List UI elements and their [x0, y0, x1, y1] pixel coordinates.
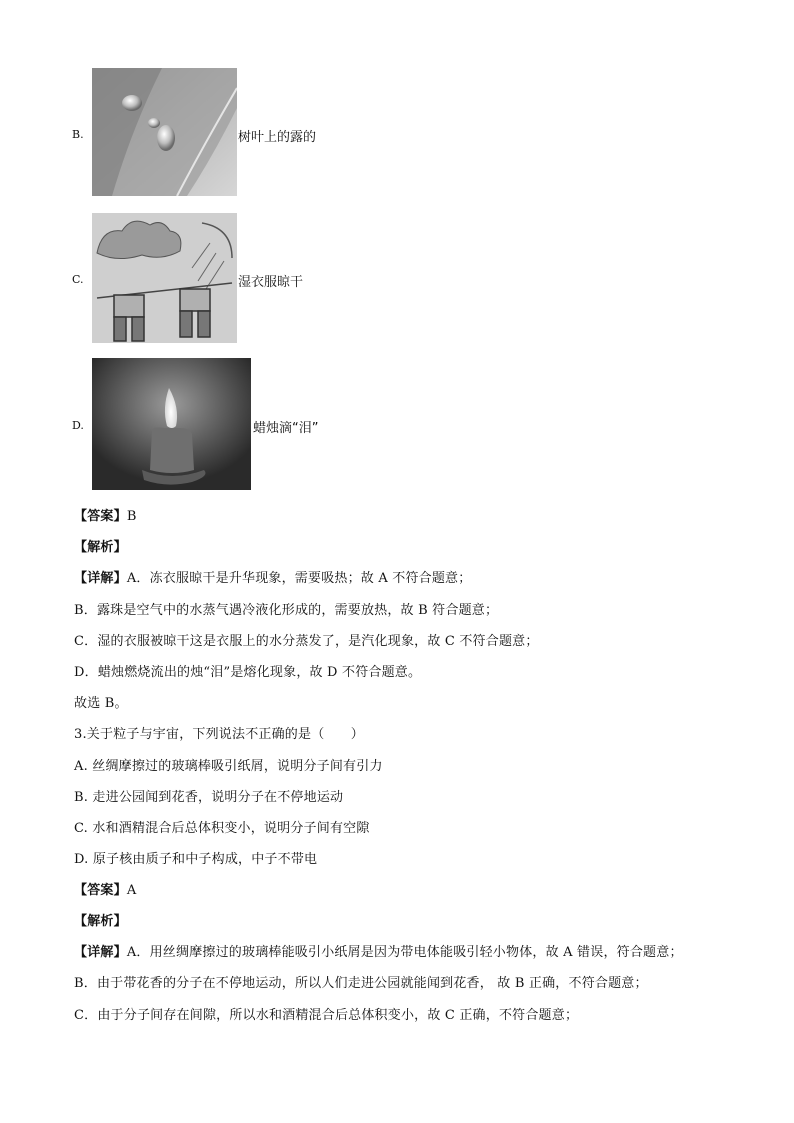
q3-stem: 3.关于粒子与宇宙，下列说法不正确的是（ ）: [74, 727, 365, 742]
q2-answer: [74, 505, 137, 524]
option-letter-c: C.: [72, 273, 84, 286]
option-c-caption: 湿衣服晾干: [238, 275, 304, 290]
analysis-tag: 【解析】: [74, 540, 127, 555]
option-letter-d: D.: [72, 419, 84, 432]
q2-conclusion: 故选 B。: [74, 696, 128, 711]
answer-tag: 【答案】: [74, 509, 127, 524]
q3-option-a: A. 丝绸摩擦过的玻璃棒吸引纸屑，说明分子间有引力: [74, 759, 383, 774]
candle-photo: [92, 358, 251, 490]
q2-detail-line: [74, 567, 471, 586]
q3-line-2: B．由于带花香的分子在不停地运动，所以人们走进公园就能闻到花香， 故 B 正确，不符合题意；: [74, 976, 648, 991]
detail-tag: 【详解】: [74, 945, 127, 960]
clothes-drying-drawing: [92, 213, 237, 343]
option-b-caption: 树叶上的露的: [238, 130, 317, 145]
q2-line-1: A．冻衣服晾干是升华现象，需要吸热；故 A 不符合题意；: [126, 571, 472, 586]
q3-line-1: A．用丝绸摩擦过的玻璃棒能吸引小纸屑是因为带电体能吸引轻小物体，故 A 错误，符合题意；: [126, 945, 683, 960]
q3-answer: [74, 879, 136, 898]
leaf-dew-photo: [92, 68, 237, 196]
answer-value: B: [126, 509, 137, 524]
q3-option-c: C. 水和酒精混合后总体积变小，说明分子间有空隙: [74, 821, 370, 836]
detail-tag: 【详解】: [74, 571, 127, 586]
q2-line-4: D．蜡烛燃烧流出的烛“泪”是熔化现象，故 D 不符合题意。: [74, 665, 422, 680]
q2-line-3: C．湿的衣服被晾干这是衣服上的水分蒸发了，是汽化现象，故 C 不符合题意；: [74, 634, 539, 649]
option-letter-b: B.: [72, 128, 84, 141]
q3-detail-line: [74, 941, 683, 960]
answer-tag: 【答案】: [74, 883, 127, 898]
q2-line-2: B．露珠是空气中的水蒸气遇冷液化形成的，需要放热，故 B 符合题意；: [74, 603, 499, 618]
answer-value: A: [126, 883, 137, 898]
option-d-caption: 蜡烛滴“泪”: [253, 421, 319, 436]
q3-option-b: B. 走进公园闻到花香，说明分子在不停地运动: [74, 790, 344, 805]
q3-line-3: C．由于分子间存在间隙，所以水和酒精混合后总体积变小，故 C 正确，不符合题意；: [74, 1008, 579, 1023]
q3-option-d: D. 原子核由质子和中子构成，中子不带电: [74, 852, 318, 867]
analysis-tag: 【解析】: [74, 914, 127, 929]
q3-analysis-heading: [74, 910, 127, 929]
q2-analysis-heading: [74, 536, 127, 555]
